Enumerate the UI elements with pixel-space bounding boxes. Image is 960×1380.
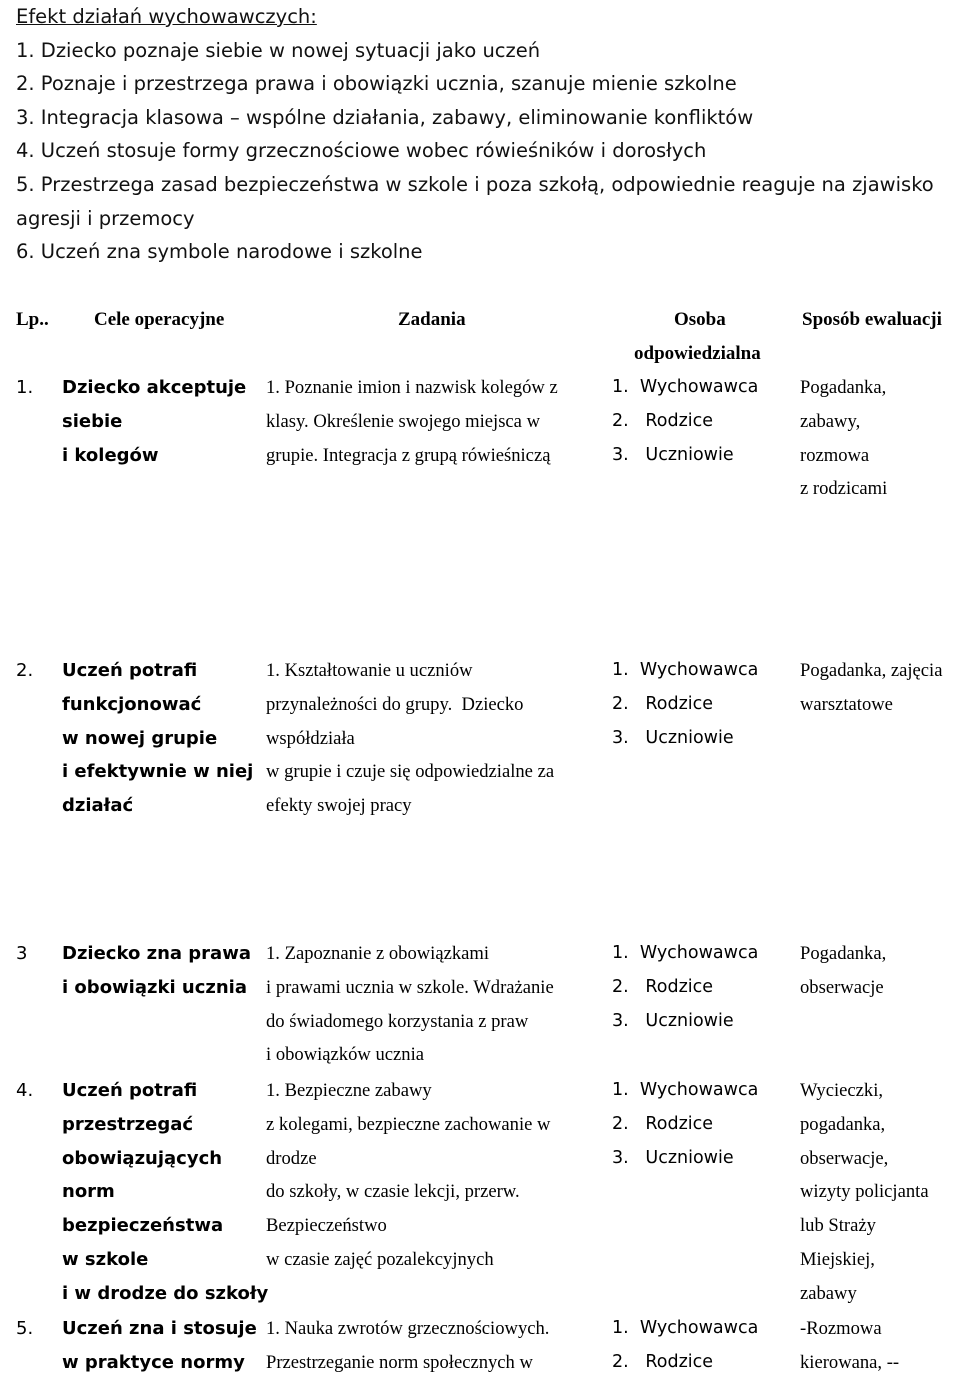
row-4-tasks: 1. Bezpieczne zabawy z kolegami, bezpieczne zachowanie w drodze do szkoły, w czasie lekcji, przerw. Bezpieczeństwo w czasie zajęć pozalekcyjnych xyxy=(266,1080,551,1270)
effect-item-3: 3. Integracja klasowa – wspólne działania, zabawy, eliminowanie konfliktów xyxy=(16,105,754,129)
row-5-persons: 1. Wychowawca 2. Rodzice xyxy=(612,1318,759,1372)
header-person-1: Osoba xyxy=(674,309,726,330)
effects-heading: Efekt działań wychowawczych: xyxy=(16,5,317,28)
row-4-evaluation: Wycieczki, pogadanka, obserwacje, wizyty policjanta lub Straży Miejskiej, zabawy xyxy=(800,1080,929,1304)
header-objectives: Cele operacyjne xyxy=(94,309,225,330)
row-4-number: 4. xyxy=(16,1080,34,1101)
row-5-evaluation: -Rozmowa kierowana, -- xyxy=(800,1318,900,1373)
row-4-objective: Uczeń potrafi przestrzegać obowiązujących norm bezpieczeństwa w szkole i w drodze do szkoły xyxy=(62,1080,269,1304)
header-evaluation: Sposób ewaluacji xyxy=(802,309,942,330)
row-2-number: 2. xyxy=(16,660,34,681)
row-2-objective: Uczeń potrafi funkcjonować w nowej grupie i efektywnie w niej działać xyxy=(62,660,254,817)
effect-item-5: 5. Przestrzega zasad bezpieczeństwa w szkole i poza szkołą, odpowiednie reaguje na zjawisko agresji i przemocy xyxy=(16,172,934,230)
effect-item-2: 2. Poznaje i przestrzega prawa i obowiązki ucznia, szanuje mienie szkolne xyxy=(16,72,737,96)
row-5-number: 5. xyxy=(16,1318,34,1339)
row-3-evaluation: Pogadanka, obserwacje xyxy=(800,943,887,998)
row-3-objective: Dziecko zna prawa i obowiązki ucznia xyxy=(62,943,251,998)
row-1-evaluation: Pogadanka, zabawy, rozmowa z rodzicami xyxy=(800,377,888,500)
row-1-objective: Dziecko akceptuje siebie i kolegów xyxy=(62,377,247,466)
row-1-persons: 1. Wychowawca 2. Rodzice 3. Uczniowie xyxy=(612,377,759,465)
intro-section xyxy=(16,0,956,269)
header-tasks: Zadania xyxy=(398,309,466,330)
row-5-objective: Uczeń zna i stosuje w praktyce normy xyxy=(62,1318,257,1373)
row-3-tasks: 1. Zapoznanie z obowiązkami i prawami ucznia w szkole. Wdrażanie do świadomego korzystania z praw i obowiązków ucznia xyxy=(266,943,554,1066)
effect-item-1: 1. Dziecko poznaje siebie w nowej sytuacji jako uczeń xyxy=(16,38,541,62)
row-2-tasks: 1. Kształtowanie u uczniów przynależności do grupy. Dziecko współdziała w grupie i czuje się odpowiedzialne za efekty swojej pracy xyxy=(266,660,555,817)
row-4-persons: 1. Wychowawca 2. Rodzice 3. Uczniowie xyxy=(612,1080,759,1168)
row-2-evaluation: Pogadanka, zajęcia warsztatowe xyxy=(800,660,943,715)
header-lp: Lp.. xyxy=(16,309,49,330)
row-1-number: 1. xyxy=(16,377,34,398)
row-1-tasks: 1. Poznanie imion i nazwisk kolegów z klasy. Określenie swojego miejsca w grupie. Integracja z grupą rówieśniczą xyxy=(266,377,558,466)
row-5-tasks: 1. Nauka zwrotów grzecznościowych. Przestrzeganie norm społecznych w xyxy=(266,1318,550,1373)
header-person-2: odpowiedzialna xyxy=(634,343,761,364)
effect-item-4: 4. Uczeń stosuje formy grzecznościowe wobec rówieśników i dorosłych xyxy=(16,139,707,163)
row-3-persons: 1. Wychowawca 2. Rodzice 3. Uczniowie xyxy=(612,943,759,1031)
row-3-number: 3 xyxy=(16,943,28,964)
row-2-persons: 1. Wychowawca 2. Rodzice 3. Uczniowie xyxy=(612,660,759,748)
effect-item-6: 6. Uczeń zna symbole narodowe i szkolne xyxy=(16,240,423,264)
